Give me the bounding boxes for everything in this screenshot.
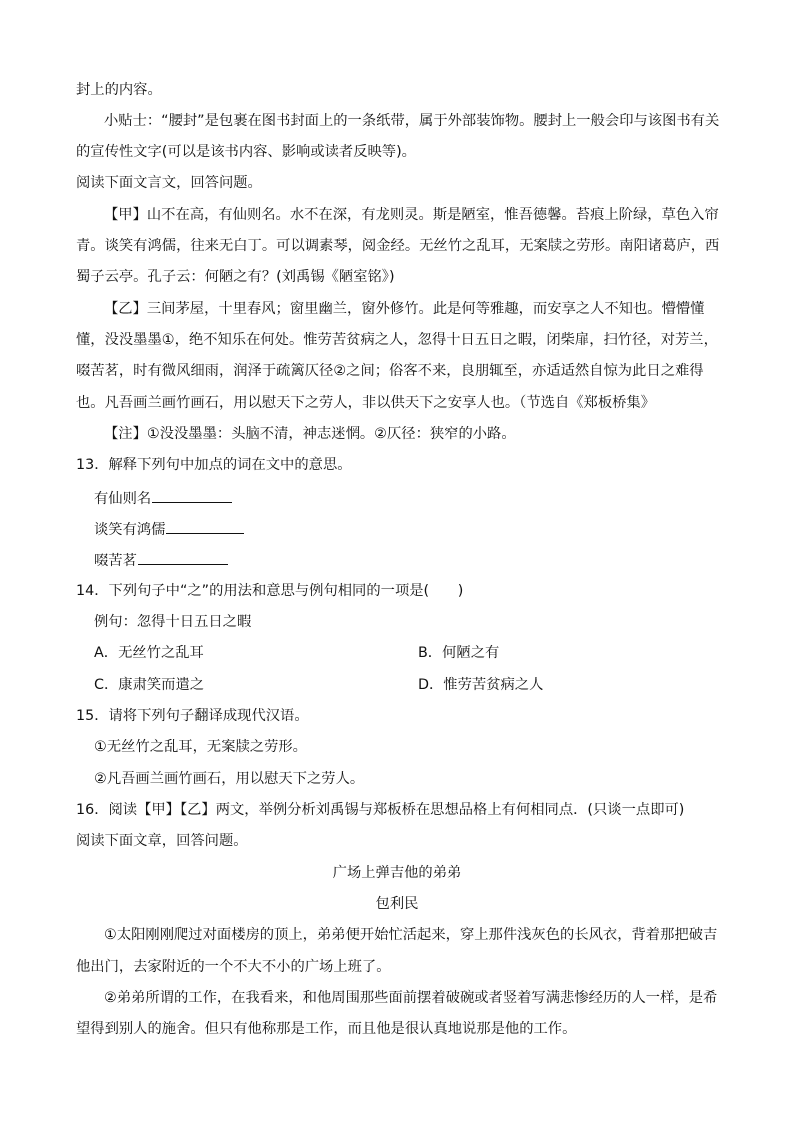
article-paragraph-line: 望得到别人的施舍。但只有他称那是工作，而且他是很认真地说那是他的工作。 [76,1021,577,1037]
q13-item-text: 啜苦茗 [94,553,137,569]
text-line: 的宣传性文字(可以是该书内容、影响或读者反映等)。 [76,144,416,160]
answer-blank[interactable] [166,518,244,534]
translation-item: ②凡吾画兰画竹画石，用以慰天下之劳人。 [94,771,365,787]
reading-instruction: 阅读下面文言文，回答问题。 [76,175,262,191]
passage-yi-line: 【乙】三间茅屋，十里春风；窗里幽兰，窗外修竹。此是何等雅趣，而安享之人不知也。懵懵懂 [104,301,705,317]
example-sentence: 例句：忽得十日五日之暇 [94,614,252,630]
option-b[interactable]: B．何陋之有 [418,645,500,661]
passage-yi-line: 懂，没没墨墨①，绝不知乐在何处。惟劳苦贫病之人，忽得十日五日之暇，闭柴扉，扫竹径，对芳兰， [76,332,718,348]
translation-item: ①无丝竹之乱耳，无案牍之劳形。 [94,739,307,755]
option-a[interactable]: A．无丝竹之乱耳 [94,645,204,661]
question-13: 13．解释下列句中加点的词在文中的意思。 [76,457,352,473]
answer-blank[interactable] [152,487,232,503]
passage-jia-line: 蜀子云亭。孔子云：何陋之有？(刘禹锡《陋室铭》) [76,269,395,285]
question-15: 15．请将下列句子翻译成现代汉语。 [76,708,309,724]
option-c[interactable]: C．康肃笑而遣之 [94,677,205,693]
question-16: 16．阅读【甲】【乙】两文，举例分析刘禹锡与郑板桥在思想品格上有何相同点．(只谈一点即可) [76,802,685,818]
article-paragraph-line: ①太阳刚刚爬过对面楼房的顶上，弟弟便开始忙活起来，穿上那件浅灰色的长风衣，背着那把破吉 [104,927,718,943]
tip-paragraph: 小贴士：“腰封”是包裹在图书封面上的一条纸带，属于外部装饰物。腰封上一般会印与该图书有关 [104,113,720,129]
question-14: 14．下列句子中“之”的用法和意思与例句相同的一项是( ) [76,583,464,599]
q13-item [94,549,774,571]
article-author: 包利民 [375,896,419,912]
article-title: 广场上弹吉他的弟弟 [332,865,462,881]
q13-item-text: 谈笑有鸿儒 [94,522,166,538]
q13-item [94,518,774,540]
passage-jia-line: 青。谈笑有鸿儒，往来无白丁。可以调素琴，阅金经。无丝竹之乱耳，无案牍之劳形。南阳诸葛庐，西 [76,238,720,254]
option-d[interactable]: D．惟劳苦贫病之人 [418,677,544,693]
passage-jia-line: 【甲】山不在高，有仙则名。水不在深，有龙则灵。斯是陋室，惟吾德馨。苔痕上阶绿，草色入帘 [104,207,719,223]
article-paragraph-line: 他出门，去家附近的一个不大不小的广场上班了。 [76,959,391,975]
article-paragraph-line: ②弟弟所谓的工作，在我看来，和他周围那些面前摆着破碗或者竖着写满悲惨经历的人一样，是希 [104,990,718,1006]
passage-yi-line: 也。凡吾画兰画竹画石，用以慰天下之劳人，非以供天下之安享人也。（节选自《郑板桥集》 [76,395,656,411]
reading-instruction: 阅读下面文章，回答问题。 [76,833,248,849]
q13-item-text: 有仙则名 [94,491,152,507]
passage-yi-line: 啜苦茗，时有微风细雨，润泽于疏篱仄径②之间；俗客不来，良朋辄至，亦适适然自惊为此日之难得 [76,363,704,379]
text-line: 封上的内容。 [76,82,162,98]
annotation-note: 【注】①没没墨墨：头脑不清，神志迷惘。②仄径：狭窄的小路。 [104,426,516,442]
q13-item [94,487,774,509]
answer-blank[interactable] [138,549,228,565]
